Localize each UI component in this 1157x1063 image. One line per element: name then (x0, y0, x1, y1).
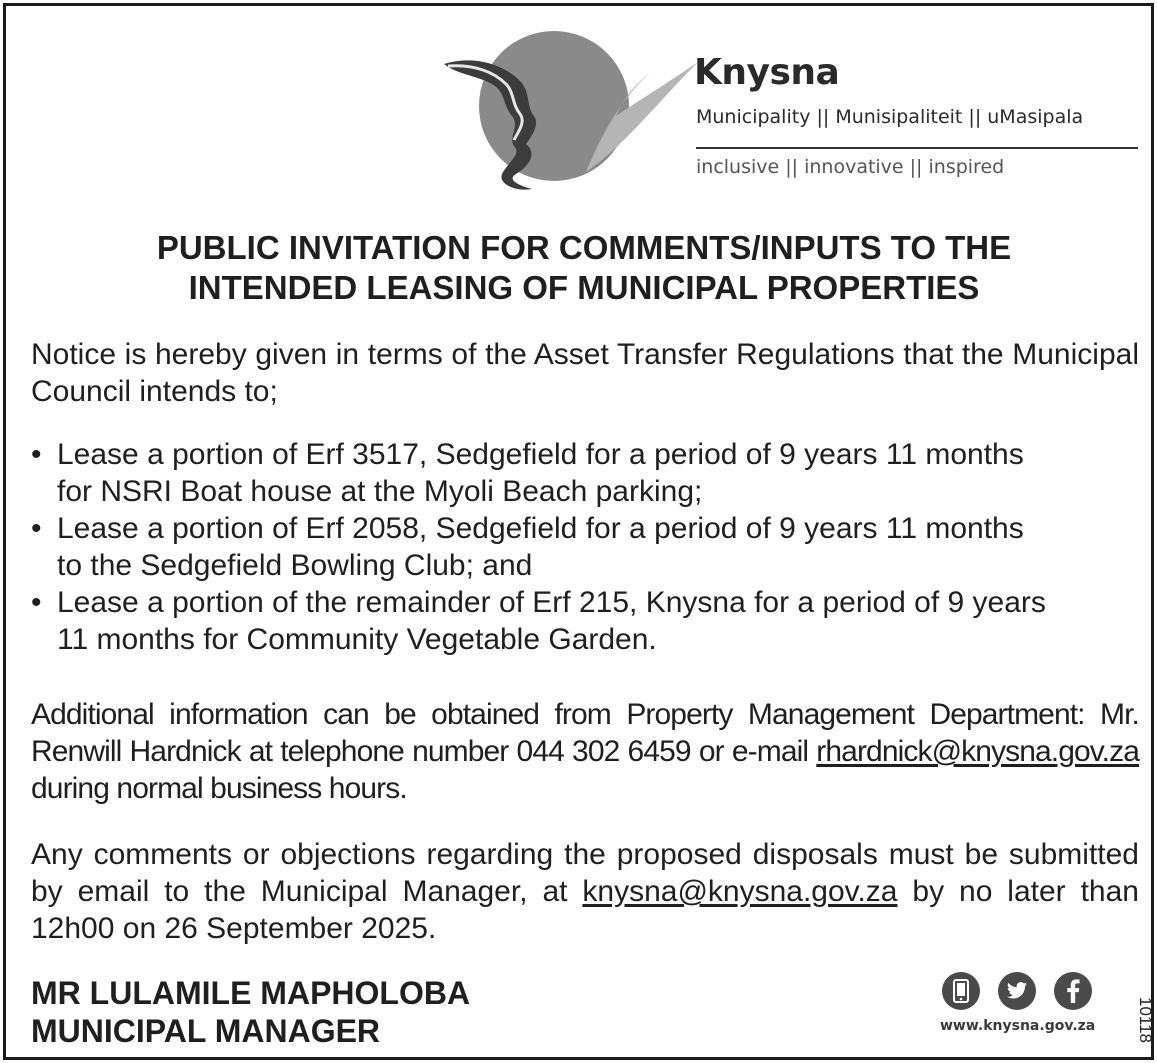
list-item-line: for NSRI Boat house at the Myoli Beach parking; (57, 475, 703, 508)
notice-frame (3, 3, 1154, 1060)
additional-info-tail: during normal business hours. (31, 772, 407, 805)
additional-info-paragraph (31, 696, 1139, 807)
list-item-line: Lease a portion of Erf 3517, Sedgefield for a period of 9 years 11 months (57, 438, 1024, 471)
list-item (31, 584, 1139, 658)
list-item-line: 11 months for Community Vegetable Garden. (57, 623, 657, 656)
reference-number: 10118 (1136, 996, 1155, 1043)
list-item-line: Lease a portion of Erf 2058, Sedgefield for a period of 9 years 11 months (57, 512, 1024, 545)
website-link[interactable]: www.knysna.gov.za (940, 1018, 1096, 1034)
brand-divider (696, 147, 1138, 149)
brand-subtitle: Municipality || Munisipaliteit || uMasipala (696, 106, 1084, 128)
list-item-line: to the Sedgefield Bowling Club; and (57, 549, 533, 582)
facebook-icon[interactable] (1054, 972, 1092, 1010)
brand-tagline: inclusive || innovative || inspired (696, 156, 1005, 178)
notice-title (26, 228, 1142, 308)
phone-icon[interactable] (942, 972, 980, 1010)
twitter-icon[interactable] (998, 972, 1036, 1010)
signature-block (31, 974, 470, 1050)
list-item (31, 510, 1139, 584)
bullet-icon: • (31, 586, 42, 619)
manager-email-link[interactable]: knysna@knysna.gov.za (582, 875, 898, 908)
comments-paragraph (31, 836, 1139, 947)
bullet-icon: • (31, 512, 42, 545)
bullet-icon: • (31, 438, 42, 471)
comments-text: Any comments or objections regarding the proposed disposals must be submitted by email to the Municipal Manager, at (31, 838, 1139, 908)
intro-paragraph: Notice is hereby given in terms of the Asset Transfer Regulations that the Municipal Council intends to; (31, 338, 1139, 408)
list-item (31, 436, 1139, 510)
additional-info-text: Additional information can be obtained from Property Management Department: Mr. Renwill Hardnick at telephone number 044 302 6459 or e-mail (31, 698, 1139, 768)
brand-name: Knysna (694, 52, 840, 93)
comments-tail: by no later than 12h00 on 26 September 2025. (31, 875, 1139, 945)
contact-email-link[interactable]: rhardnick@knysna.gov.za (816, 735, 1139, 768)
list-item-line: Lease a portion of the remainder of Erf 215, Knysna for a period of 9 years (57, 586, 1046, 619)
lease-list (31, 436, 1139, 658)
signatory-role: MUNICIPAL MANAGER (31, 1013, 381, 1049)
signatory-name: MR LULAMILE MAPHOLOBA (31, 975, 471, 1011)
title-line-2: INTENDED LEASING OF MUNICIPAL PROPERTIES (188, 269, 980, 306)
knysna-logo-emblem (436, 24, 706, 199)
title-line-1: PUBLIC INVITATION FOR COMMENTS/INPUTS TO THE (156, 229, 1012, 266)
